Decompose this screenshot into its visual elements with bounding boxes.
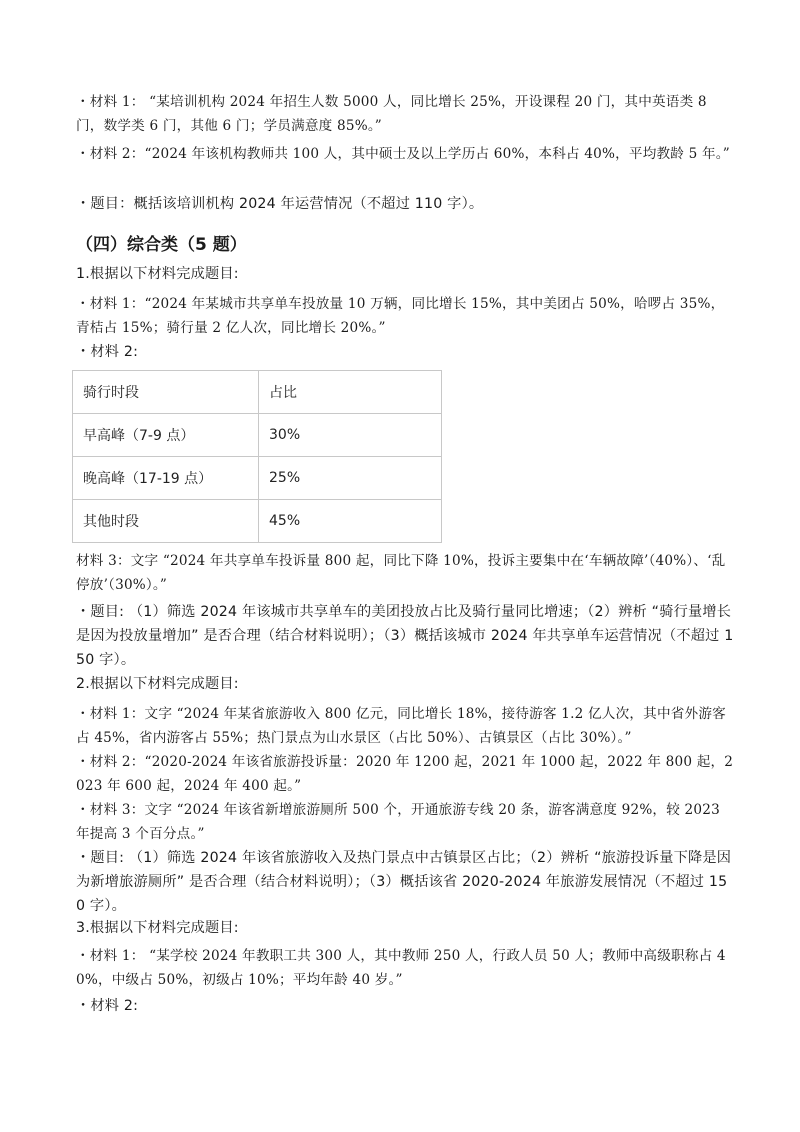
- table-cell: 早高峰（7-9 点）: [73, 414, 259, 457]
- table-cell: 45%: [259, 500, 442, 543]
- top-material-1: ・材料 1： “某培训机构 2024 年招生人数 5000 人，同比增长 25%，开设课程 20 门，其中英语类 8 门，数学类 6 门，其他 6 门；学员满意度 85%。”: [76, 94, 707, 134]
- top-material-2: ・材料 2：“2024 年该机构教师共 100 人，其中硕士及以上学历占 60%，本科占 40%，平均教龄 5 年。”: [76, 146, 730, 162]
- table-row: [73, 414, 442, 457]
- item3-material-2-label: ・材料 2:: [76, 998, 139, 1014]
- item1-material-2-label: ・材料 2:: [76, 344, 139, 360]
- table-header-cell: 骑行时段: [73, 371, 259, 414]
- riding-period-table: [72, 370, 442, 543]
- table-cell: 25%: [259, 457, 442, 500]
- item1-material-1: ・材料 1：“2024 年某城市共享单车投放量 10 万辆，同比增长 15%，其中美团占 50%，哈啰占 35%，青桔占 15%；骑行量 2 亿人次，同比增长 20%。”: [76, 296, 725, 336]
- item1-question: ・题目: （1）筛选 2024 年该城市共享单车的美团投放占比及骑行量同比增速；（2）辨析 “骑行量增长是因为投放量增加” 是否合理（结合材料说明）；（3）概括该城市 2024 年共享单车运营情况（不超过 150 字）。: [76, 604, 734, 668]
- table-cell: 其他时段: [73, 500, 259, 543]
- table-header-cell: 占比: [259, 371, 442, 414]
- table-cell: 30%: [259, 414, 442, 457]
- section-title: （四）综合类（5 题）: [76, 235, 247, 255]
- table-cell: 晚高峰（17-19 点）: [73, 457, 259, 500]
- item3-material-1: ・材料 1： “某学校 2024 年教职工共 300 人，其中教师 250 人，行政人员 50 人；教师中高级职称占 40%，中级占 50%，初级占 10%；平均年龄 40 岁。”: [76, 948, 726, 988]
- item3-intro: 3.根据以下材料完成题目:: [76, 920, 239, 936]
- item1-intro: 1.根据以下材料完成题目:: [76, 266, 239, 282]
- item2-material-2: ・材料 2：“2020-2024 年该省旅游投诉量：2020 年 1200 起，2021 年 1000 起，2022 年 800 起，2023 年 600 起，2024 年 400 起。”: [76, 754, 734, 794]
- item2-intro: 2.根据以下材料完成题目:: [76, 676, 239, 692]
- item2-material-3: ・材料 3：文字 “2024 年该省新增旅游厕所 500 个，开通旅游专线 20 条，游客满意度 92%，较 2023 年提高 3 个百分点。”: [76, 802, 720, 842]
- item1-material-3: 材料 3：文字 “2024 年共享单车投诉量 800 起，同比下降 10%，投诉主要集中在‘车辆故障’（40%）、‘乱停放’（30%）。”: [76, 553, 726, 593]
- item2-question: ・题目: （1）筛选 2024 年该省旅游收入及热门景点中古镇景区占比；（2）辨析 “旅游投诉量下降是因为新增旅游厕所” 是否合理（结合材料说明）；（3）概括该省 2020-2024 年旅游发展情况（不超过 150 字）。: [76, 850, 732, 914]
- table-row: [73, 500, 442, 543]
- table-row: [73, 457, 442, 500]
- table-header-row: [73, 371, 442, 414]
- item2-material-1: ・材料 1：文字 “2024 年某省旅游收入 800 亿元，同比增长 18%，接待游客 1.2 亿人次，其中省外游客占 45%，省内游客占 55%；热门景点为山水景区（占比 50%）、古镇景区（占比 30%）。”: [76, 706, 726, 746]
- top-question: ・题目：概括该培训机构 2024 年运营情况（不超过 110 字）。: [76, 196, 484, 212]
